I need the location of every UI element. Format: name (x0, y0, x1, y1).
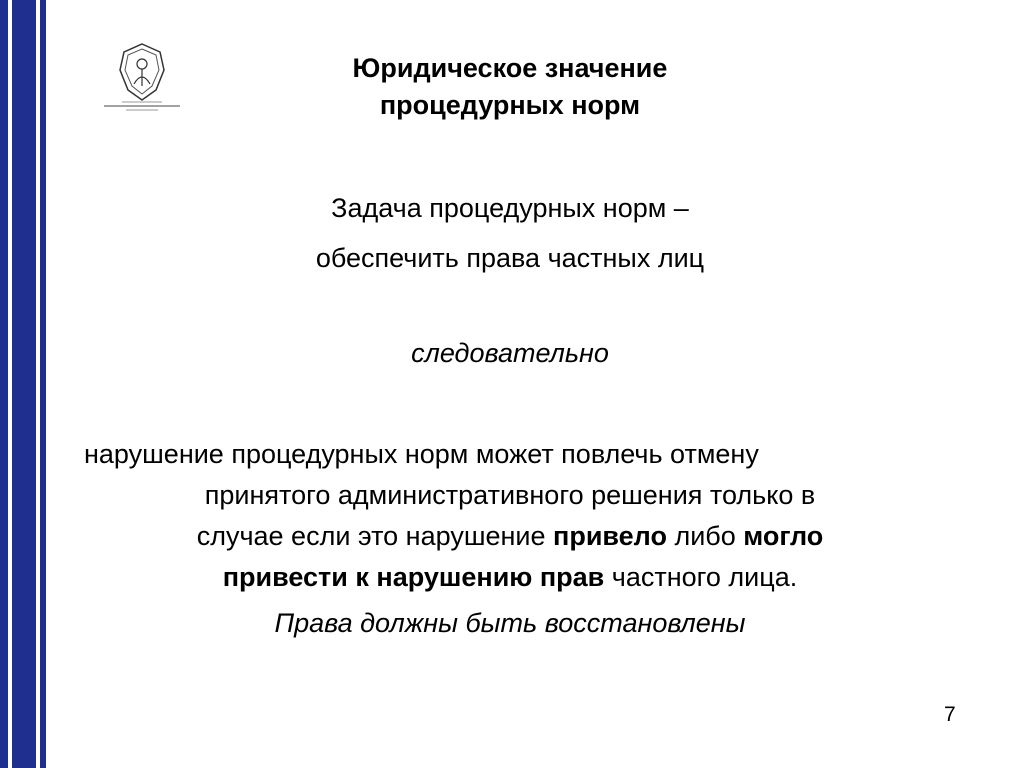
slide-title (300, 50, 720, 124)
violation-line-4 (60, 557, 960, 597)
emphasis-led: привело (553, 521, 667, 551)
university-emblem-icon (100, 40, 184, 114)
emphasis-could: могло (743, 521, 824, 551)
violation-line-1: нарушение процедурных норм может повлечь отмену (84, 439, 759, 469)
emphasis-violation-rights: привести к нарушению прав (222, 562, 605, 592)
left-accent-bar (12, 0, 36, 768)
consequently-text: следовательно (411, 338, 609, 368)
violation-text: частного лица. (604, 562, 798, 592)
title-line-1: Юридическое значение (352, 53, 668, 83)
left-accent-bar-inner (40, 0, 46, 768)
left-accent-bar-outer (0, 0, 8, 768)
task-line-2: обеспечить права частных лиц (315, 243, 705, 273)
page-number: 7 (944, 703, 956, 726)
restore-rights-text: Права должны быть восстановлены (274, 608, 746, 638)
title-line-2: процедурных норм (379, 90, 641, 120)
violation-text: случае если это нарушение (196, 521, 554, 551)
violation-line-2: принятого административного решения только в (204, 480, 816, 510)
violation-text: либо (666, 521, 744, 551)
violation-line-3 (60, 516, 960, 556)
task-line-1: Задача процедурных норм – (331, 193, 689, 223)
